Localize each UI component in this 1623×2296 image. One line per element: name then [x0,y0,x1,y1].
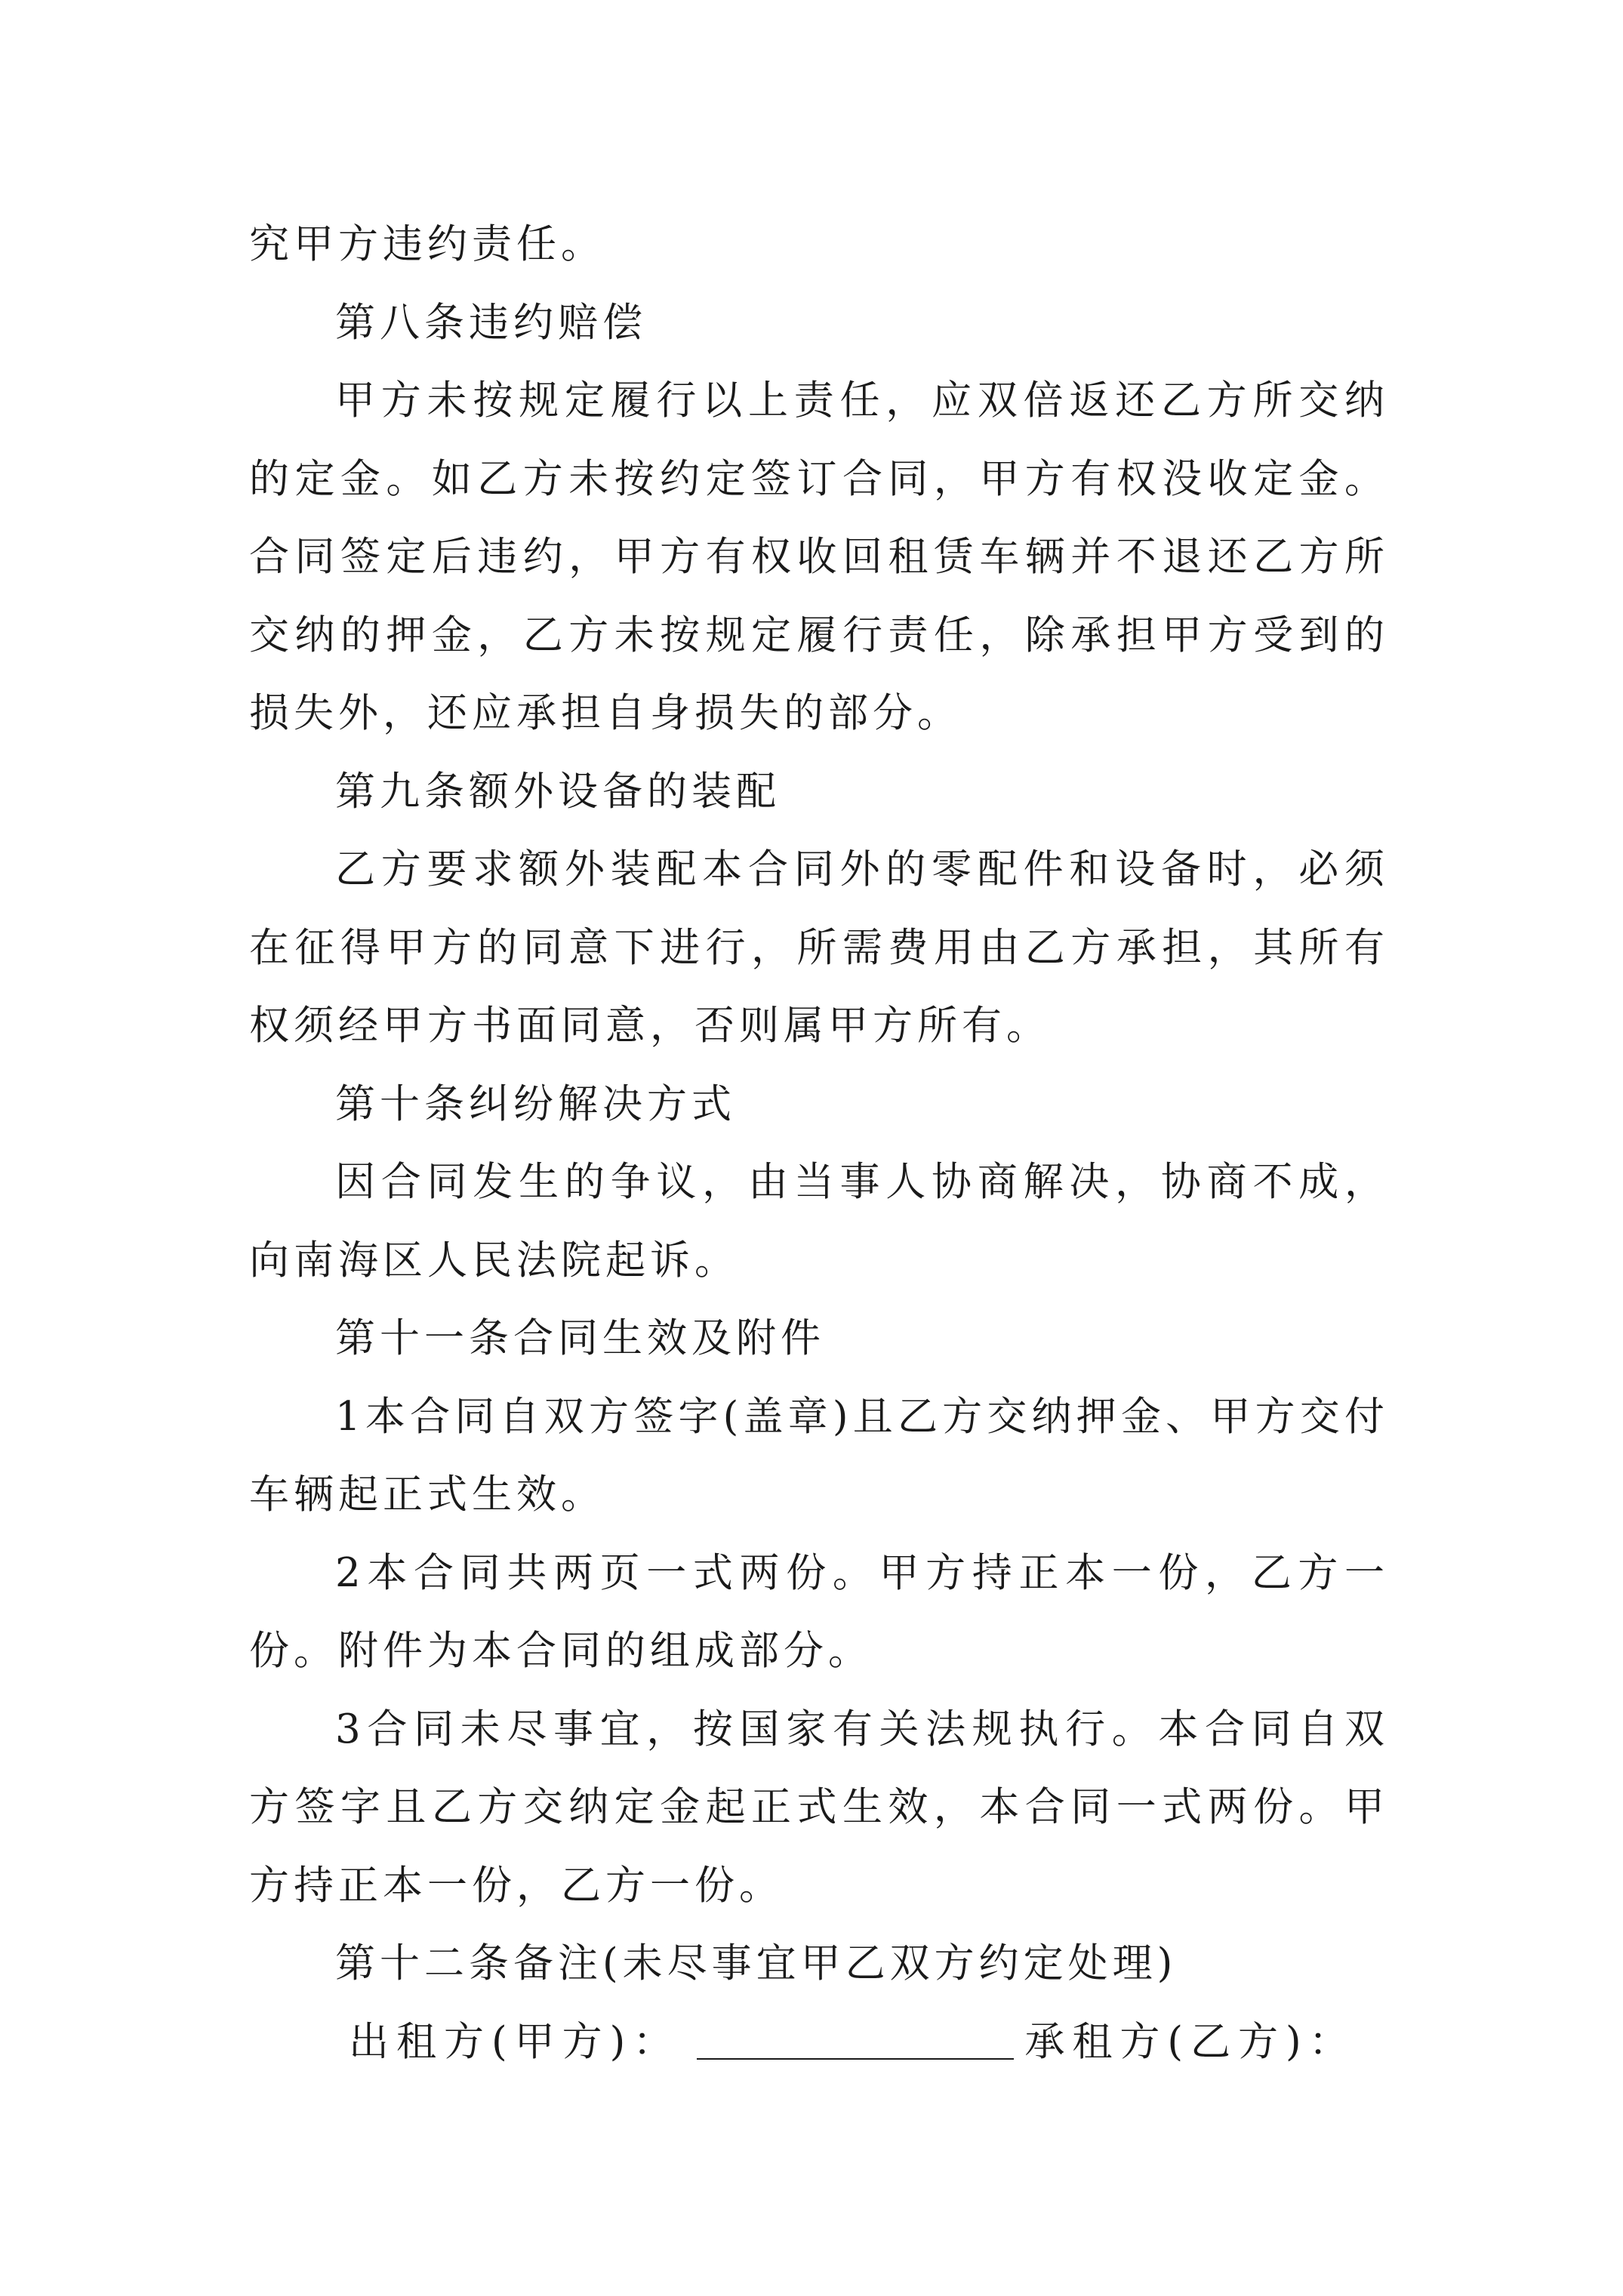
contract-body [249,205,1389,2081]
article-8-heading: 第八条违约赔偿 [335,299,647,346]
article-9-body: 乙方要求额外装配本合同外的零配件和设备时，必须在征得甲方的同意下进行，所需费用由乙方承担，其所有权须经甲方书面同意，否则属甲方所有。 [249,846,1389,1049]
article-8-body: 甲方未按规定履行以上责任，应双倍返还乙方所交纳的定金。如乙方未按约定签订合同，甲方有权没收定金。合同签定后违约，甲方有权收回租赁车辆并不退还乙方所交纳的押金，乙方未按规定履行责任，除承担甲方受到的损失外，还应承担自身损失的部分。 [249,378,1389,736]
paragraph-continuation: 究甲方违约责任。 [249,221,605,267]
article-11-item-1: 1本合同自双方签字(盖章)且乙方交纳押金、甲方交付车辆起正式生效。 [249,1393,1389,1518]
lessor-label: 出租方(甲方)： [349,2018,681,2065]
lessee-label: 承租方(乙方)： [1024,2018,1357,2065]
article-11-heading: 第十一条合同生效及附件 [335,1315,825,1361]
article-12-heading: 第十二条备注(未尽事宜甲乙双方约定处理) [335,1940,1178,1986]
article-11-item-3: 3合同未尽事宜，按国家有关法规执行。本合同自双方签字且乙方交纳定金起正式生效，本合同一式两份。甲方持正本一份，乙方一份。 [249,1706,1389,1909]
signature-line [249,2003,1389,2082]
article-11-item-2: 2本合同共两页一式两份。甲方持正本一份，乙方一份。附件为本合同的组成部分。 [249,1549,1389,1674]
article-10-body: 因合同发生的争议，由当事人协商解决，协商不成，向南海区人民法院起诉。 [249,1159,1389,1284]
article-10-heading: 第十条纠纷解决方式 [335,1080,736,1127]
lessor-signature-blank [697,2011,1014,2060]
article-9-heading: 第九条额外设备的装配 [335,768,781,815]
